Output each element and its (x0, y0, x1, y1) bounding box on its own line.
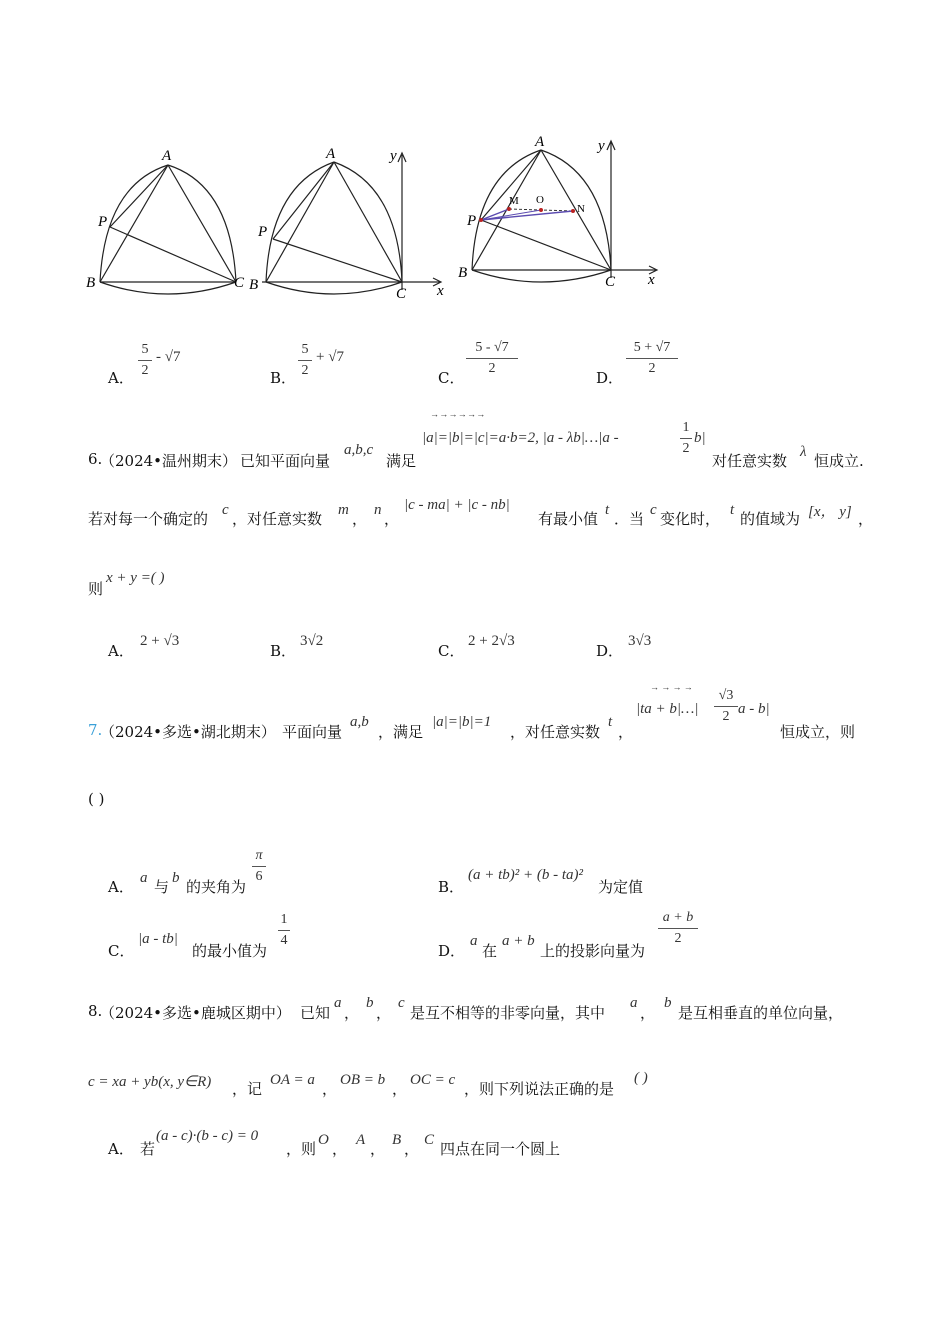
fig2-label-x: x (437, 283, 444, 299)
q7-option-a-label: A． (108, 878, 134, 896)
q7-ineq-arrows: → → → → (650, 682, 693, 692)
q8-a2: a (630, 995, 638, 1011)
q5-option-d-fraction: 5 + √7 2 (626, 340, 678, 377)
q7-text2: ，满足 (378, 723, 424, 741)
geometry-figures (0, 0, 950, 310)
q6-line2-m: m (338, 502, 349, 518)
q8-b: b (366, 995, 374, 1011)
q6-text1: 已知平面向量 (240, 452, 331, 470)
q8-paren: ( ) (634, 1070, 648, 1086)
q8-option-a-comma2: ， (370, 1140, 386, 1158)
q8-option-a-t2: ，则 (286, 1140, 317, 1158)
q8-text1: 已知 (300, 1004, 331, 1022)
q7-option-c-expr: |a - tb| (138, 931, 178, 947)
q6-option-a-value: 2 + √3 (140, 633, 180, 649)
fig3-label-O: O (536, 194, 544, 206)
q6-line2-t2: t (730, 502, 735, 518)
q7-t: t (608, 714, 613, 730)
q6-line3-expr: x + y =( ) (106, 570, 165, 586)
q5-option-b-label: B． (270, 369, 297, 387)
fig2-label-y: y (390, 148, 397, 164)
fig2-label-C: C (396, 286, 407, 302)
q8-source: （2024•多选•鹿城区期中） (100, 1004, 291, 1022)
q7-option-a-t1: 与 (154, 878, 170, 896)
q7-ineq-left: |ta + b|…| (636, 701, 699, 717)
q6-line2-expr: |c - ma| + |c - nb| (404, 497, 510, 513)
q6-option-c-value: 2 + 2√3 (468, 633, 515, 649)
q8-oc: OC = c (410, 1072, 456, 1088)
q6-condition: |a|=|b|=|c|=a·b=2, |a - λb|…|a - (422, 430, 619, 446)
q6-line2-n: n (374, 502, 382, 518)
q8-option-a-comma1: ， (332, 1140, 348, 1158)
figure-3-mn-segment (479, 207, 575, 222)
fig3-label-M: M (509, 195, 519, 207)
q7-option-c-text: 的最小值为 (192, 942, 268, 960)
q6-option-d-label: D． (596, 642, 624, 660)
q5-option-a-rest: - √7 (156, 349, 181, 365)
q5-option-b-fraction: 5 2 (298, 342, 312, 379)
fig3-label-C: C (605, 274, 616, 290)
q6-text2: 满足 (386, 452, 417, 470)
q7-option-d-label: D． (438, 942, 466, 960)
q6-line2-b: ，对任意实数 (232, 510, 323, 528)
q6-line2-text-d: ．当 (614, 510, 645, 528)
q6-line2-text-f: 的值域为 (740, 510, 801, 528)
fig1-label-B: B (86, 275, 96, 291)
q6-text3: 对任意实数 (712, 452, 788, 470)
q8-c: c (398, 995, 405, 1011)
q5-option-d-label: D． (596, 369, 624, 387)
q6-option-b-label: B． (270, 642, 297, 660)
q7-option-d-t1: 在 (482, 942, 498, 960)
q6-option-a-label: A． (108, 642, 134, 660)
q6-condition-arrows: → → → → → → (430, 409, 485, 419)
q8-comma1: ， (344, 1004, 360, 1022)
q6-line2-text-g: ， (858, 510, 874, 528)
q7-option-c-fraction: 1 4 (278, 912, 290, 949)
q7-cond: |a|=|b|=1 (432, 714, 492, 730)
q8-text2: 是互不相等的非零向量，其中 (410, 1004, 606, 1022)
q6-condition-end: b| (694, 430, 706, 446)
q6-source: （2024•温州期末） (100, 452, 238, 470)
q8-line2-t1: ，记 (232, 1080, 263, 1098)
q8-comma4: ， (322, 1080, 338, 1098)
q7-option-a-t2: 的夹角为 (186, 878, 247, 896)
q6-line3-a: 则 (88, 580, 104, 598)
q6-option-c-label: C． (438, 642, 465, 660)
q6-line2-a: 若对每一个确定的 (88, 510, 209, 528)
q7-number: 7. (88, 721, 103, 739)
q8-option-a-label: A． (108, 1140, 134, 1158)
fig3-label-P: P (467, 213, 477, 229)
q7-option-d-fraction: a + b 2 (658, 910, 698, 947)
q7-comma: ， (618, 723, 634, 741)
q8-option-a-expr: (a - c)·(b - c) = 0 (156, 1128, 259, 1144)
fig1-label-C: C (234, 275, 245, 291)
q5-option-c-label: C． (438, 369, 465, 387)
q8-number: 8. (88, 1002, 103, 1020)
q8-text3: 是互相垂直的单位向量， (678, 1004, 844, 1022)
q7-source: （2024•多选•湖北期末） (100, 723, 276, 741)
q8-option-a-comma3: ， (404, 1140, 420, 1158)
fig1-label-A: A (162, 148, 172, 164)
q7-text1: 平面向量 (282, 723, 343, 741)
q7-option-a-b: b (172, 870, 180, 886)
q7-ineq-fraction: √3 2 (714, 688, 738, 725)
q6-line2-comma2: ， (384, 510, 400, 528)
q8-a: a (334, 995, 342, 1011)
q6-option-d-value: 3√3 (628, 633, 652, 649)
fig3-label-N: N (577, 203, 585, 215)
q7-option-a-fraction: π 6 (252, 848, 266, 885)
q7-option-b-label: B． (438, 878, 465, 896)
q7-option-d-t2: 上的投影向量为 (540, 942, 646, 960)
q7-option-c-label: C． (108, 942, 135, 960)
q7-ineq-right: a - b| (738, 701, 770, 717)
q6-line2-text-c: 有最小值 (538, 510, 599, 528)
figure-1 (100, 165, 236, 294)
q5-option-a-label: A． (108, 369, 134, 387)
q8-option-a-t1: 若 (140, 1140, 156, 1158)
q6-option-b-value: 3√2 (300, 633, 324, 649)
q5-option-c-fraction: 5 - √7 2 (466, 340, 518, 377)
q7-vectors: a,b (350, 714, 369, 730)
q6-condition-fraction: 1 2 (680, 420, 692, 457)
q8-option-a-B: B (392, 1132, 402, 1148)
q6-number: 6. (88, 450, 103, 468)
q8-comma2: ， (376, 1004, 392, 1022)
q8-ob: OB = b (340, 1072, 386, 1088)
q7-text3: ，对任意实数 (510, 723, 601, 741)
q8-comma5: ， (392, 1080, 408, 1098)
figure-2 (262, 153, 441, 294)
q8-line2-t2: ，则下列说法正确的是 (464, 1080, 615, 1098)
q7-option-b-text: 为定值 (598, 878, 644, 896)
q7-option-b-expr: (a + tb)² + (b - ta)² (468, 867, 584, 883)
q6-line2-interval: [x， y] (808, 504, 852, 520)
q8-oa: OA = a (270, 1072, 315, 1088)
fig3-label-B: B (458, 265, 468, 281)
q6-lambda: λ (800, 444, 807, 460)
fig2-label-P: P (258, 224, 268, 240)
q8-option-a-A: A (356, 1132, 366, 1148)
q6-line2-text-e: 变化时， (660, 510, 721, 528)
q6-line2-c: c (222, 502, 229, 518)
q6-line2-c2: c (650, 502, 657, 518)
q6-line2-t: t (605, 502, 610, 518)
q8-option-a-O: O (318, 1132, 329, 1148)
q6-line2-comma: ， (352, 510, 368, 528)
q8-line2-expr: c = xa + yb(x, y∈R) (88, 1074, 212, 1090)
q8-b2: b (664, 995, 672, 1011)
q7-text4: 恒成立，则 (780, 723, 856, 741)
q7-paren: ( ) (88, 790, 105, 808)
q5-option-b-rest: + √7 (316, 349, 344, 365)
q7-option-a-a: a (140, 870, 148, 886)
fig3-label-x: x (648, 272, 655, 288)
q6-vectors: a,b,c (344, 442, 374, 458)
fig3-label-y: y (598, 138, 605, 154)
fig2-label-A: A (326, 146, 336, 162)
q8-option-a-t3: 四点在同一个圆上 (440, 1140, 561, 1158)
q7-option-d-expr: a + b (502, 933, 535, 949)
q7-option-d-a: a (470, 933, 478, 949)
q8-option-a-C: C (424, 1132, 435, 1148)
q6-text4: 恒成立. (814, 452, 864, 470)
q8-comma3: ， (640, 1004, 656, 1022)
fig2-label-B: B (249, 277, 259, 293)
q5-option-a-fraction: 5 2 (138, 342, 152, 379)
fig3-label-A: A (535, 134, 545, 150)
fig1-label-P: P (98, 214, 108, 230)
